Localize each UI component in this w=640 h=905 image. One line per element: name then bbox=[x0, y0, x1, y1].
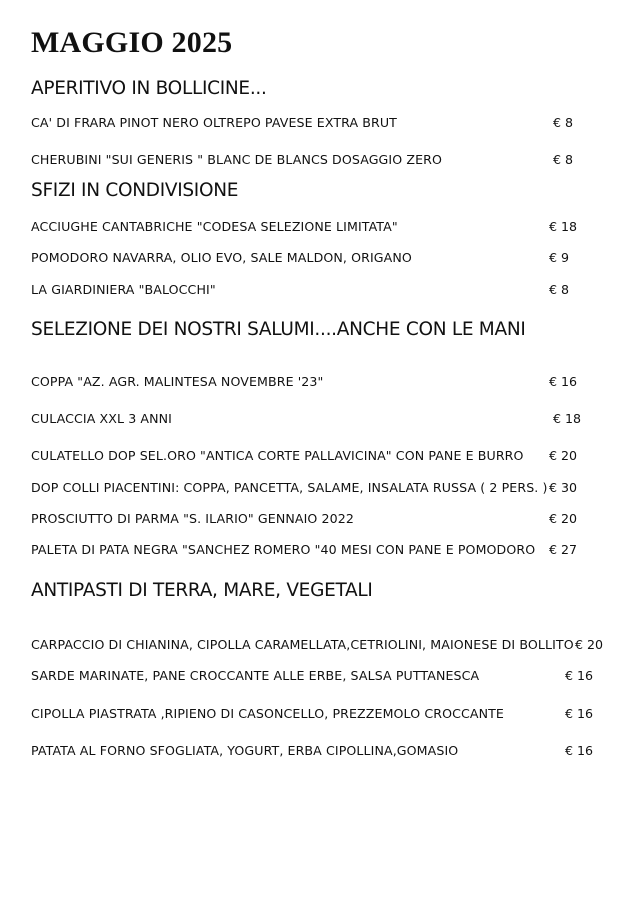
menu-item-name: CIPOLLA PIASTRATA ,RIPIENO DI CASONCELLO, PREZZEMOLO CROCCANTE bbox=[31, 706, 504, 721]
menu-item-price: € 30 bbox=[549, 480, 578, 495]
menu-item-price: € 9 bbox=[549, 250, 570, 265]
menu-item-price: € 18 bbox=[549, 219, 578, 234]
section-heading-aperitivo: APERITIVO IN BOLLICINE... bbox=[31, 78, 267, 99]
section-heading-salumi: SELEZIONE DEI NOSTRI SALUMI....ANCHE CON LE MANI bbox=[31, 319, 526, 340]
menu-item-price: € 16 bbox=[549, 374, 578, 389]
menu-item-name: CHERUBINI "SUI GENERIS " BLANC DE BLANCS DOSAGGIO ZERO bbox=[31, 152, 442, 167]
menu-item-name: POMODORO NAVARRA, OLIO EVO, SALE MALDON, ORIGANO bbox=[31, 250, 412, 265]
menu-item-price: € 8 bbox=[553, 115, 574, 130]
menu-item-price: € 27 bbox=[549, 542, 578, 557]
menu-item-name: PALETA DI PATA NEGRA "SANCHEZ ROMERO "40 MESI CON PANE E POMODORO bbox=[31, 542, 536, 557]
section-heading-sfizi: SFIZI IN CONDIVISIONE bbox=[31, 180, 239, 201]
menu-item-price: € 16 bbox=[565, 706, 594, 721]
menu-item-name: CA' DI FRARA PINOT NERO OLTREPO PAVESE EXTRA BRUT bbox=[31, 115, 397, 130]
menu-item-name: SARDE MARINATE, PANE CROCCANTE ALLE ERBE, SALSA PUTTANESCA bbox=[31, 668, 480, 683]
menu-item-price: € 16 bbox=[565, 743, 594, 758]
menu-item-name: DOP COLLI PIACENTINI: COPPA, PANCETTA, SALAME, INSALATA RUSSA ( 2 PERS. ) bbox=[31, 480, 548, 495]
menu-item-price: € 20 bbox=[549, 511, 578, 526]
menu-item-name: PROSCIUTTO DI PARMA "S. ILARIO" GENNAIO 2022 bbox=[31, 511, 354, 526]
menu-item-name: PATATA AL FORNO SFOGLIATA, YOGURT, ERBA CIPOLLINA,GOMASIO bbox=[31, 743, 459, 758]
menu-item-name: CULATELLO DOP SEL.ORO "ANTICA CORTE PALLAVICINA" CON PANE E BURRO bbox=[31, 448, 524, 463]
menu-item-name: ACCIUGHE CANTABRICHE "CODESA SELEZIONE LIMITATA" bbox=[31, 219, 398, 234]
page-title: MAGGIO 2025 bbox=[31, 26, 233, 59]
menu-item-price: € 8 bbox=[549, 282, 570, 297]
section-heading-antipasti: ANTIPASTI DI TERRA, MARE, VEGETALI bbox=[31, 580, 373, 601]
menu-item-name: COPPA "AZ. AGR. MALINTESA NOVEMBRE '23" bbox=[31, 374, 324, 389]
menu-item-price: € 16 bbox=[565, 668, 594, 683]
menu-item-price: € 20 bbox=[549, 448, 578, 463]
menu-item-price: € 8 bbox=[553, 152, 574, 167]
menu-item-name: CULACCIA XXL 3 ANNI bbox=[31, 411, 172, 426]
menu-item-price: € 18 bbox=[553, 411, 582, 426]
menu-item-price: € 20 bbox=[575, 637, 604, 652]
menu-item-name: LA GIARDINIERA "BALOCCHI" bbox=[31, 282, 216, 297]
menu-item-name: CARPACCIO DI CHIANINA, CIPOLLA CARAMELLATA,CETRIOLINI, MAIONESE DI BOLLITO bbox=[31, 637, 574, 652]
